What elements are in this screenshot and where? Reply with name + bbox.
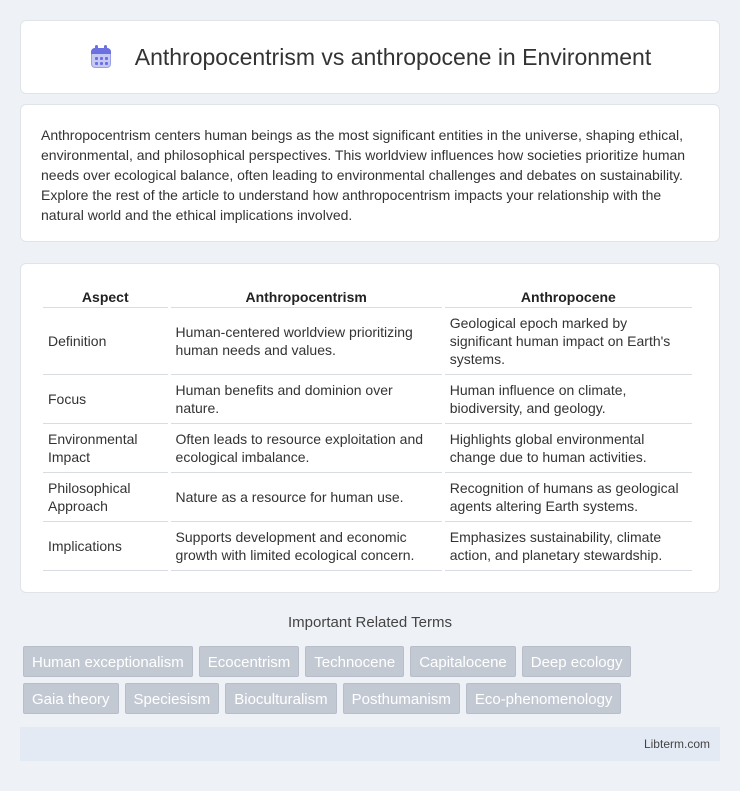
header-anthropocentrism: Anthropocentrism [171,286,442,308]
table-row [43,375,692,424]
tag-human-exceptionalism[interactable]: Human exceptionalism [23,646,193,677]
tag-eco-phenomenology[interactable]: Eco-phenomenology [466,683,622,714]
footer [20,727,720,761]
intro-paragraph: Anthropocentrism centers human beings as the most significant entities in the universe, shaping ethical, environmental, and philosophical perspectives. This worldview influences how societies prioritize human needs over ecological balance, often leading to environmental challenges and debates on sustainability. Explore the rest of the article to understand how anthropocentrism impacts your relationship with the natural world and the ethical implications involved. [41,127,686,223]
tag-gaia-theory[interactable]: Gaia theory [23,683,119,714]
comparison-card [20,263,720,593]
tag-ecocentrism[interactable]: Ecocentrism [199,646,300,677]
tag-speciesism[interactable]: Speciesism [125,683,220,714]
tag-deep-ecology[interactable]: Deep ecology [522,646,632,677]
header-aspect: Aspect [43,286,168,308]
tag-posthumanism[interactable]: Posthumanism [343,683,460,714]
row-anthropocentrism: Human-centered worldview prioritizing human needs and values. [171,308,442,375]
related-terms [23,646,723,720]
row-anthropocentrism: Human benefits and dominion over nature. [171,375,442,424]
row-anthropocene: Human influence on climate, biodiversity, and geology. [445,375,692,424]
row-anthropocene: Highlights global environmental change due to human activities. [445,424,692,473]
row-aspect: Focus [43,375,168,424]
related-terms-row [23,683,723,714]
row-anthropocentrism: Nature as a resource for human use. [171,473,442,522]
related-terms-title: Important Related Terms [288,614,452,631]
intro-card [20,104,720,242]
title-card [20,20,720,94]
comparison-table [40,286,695,571]
tag-bioculturalism[interactable]: Bioculturalism [225,683,336,714]
row-aspect: Philosophical Approach [43,473,168,522]
row-aspect: Implications [43,522,168,571]
row-anthropocene: Emphasizes sustainability, climate action, and planetary stewardship. [445,522,692,571]
row-aspect: Definition [43,308,168,375]
row-anthropocentrism: Often leads to resource exploitation and ecological imbalance. [171,424,442,473]
row-aspect: Environmental Impact [43,424,168,473]
page-title: Anthropocentrism vs anthropocene in Environment [134,43,652,70]
table-row [43,473,692,522]
row-anthropocene: Geological epoch marked by significant human impact on Earth's systems. [445,308,692,375]
table-header-row [43,286,692,308]
row-anthropocene: Recognition of humans as geological agents altering Earth systems. [445,473,692,522]
calendar-icon [89,44,113,70]
table-row [43,308,692,375]
row-anthropocentrism: Supports development and economic growth with limited ecological concern. [171,522,442,571]
table-row [43,424,692,473]
footer-brand-link[interactable]: Libterm.com [643,737,710,751]
header-anthropocene: Anthropocene [445,286,692,308]
related-terms-row [23,646,723,677]
tag-capitalocene[interactable]: Capitalocene [410,646,516,677]
tag-technocene[interactable]: Technocene [305,646,404,677]
table-row [43,522,692,571]
